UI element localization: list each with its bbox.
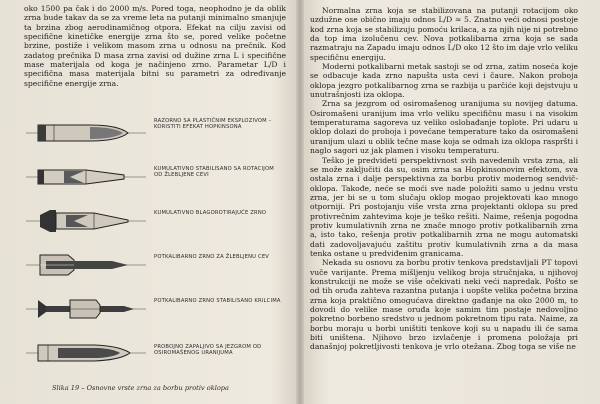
- heat-slow-label: KUMULATIVNO BLAGOROTIRAJUĆE ZRNO: [154, 210, 267, 216]
- apds-projectile-icon: [24, 248, 149, 282]
- figure-item-hesh: [24, 116, 292, 150]
- right-paragraph: Nekada su osnovu za borbu protiv tenkova predstavljali PT topovi vuče varijante. Prema mišljenju velikog broja stručnjaka, u njihovoj konstrukciji ne može se više očekivati neki veći napredak. Pošto se od tih oruđa zahteva razantna putanja i uopšte velika početna brzina zrna koja praktično omogućava direktno gađanje na oko 2000 m, to dovodi do velike mase oruđa koje samim tim postaje nedovoljno pokretno borbeno sredstvo u jednom pokretnom tipu rata. Naime, za borbu moraju u borbi uništiti tenkove koji su u napadu ili će sama biti uništena. Njihovo brzo izvlačenje i promena položaja pri današnjoj pokretljivosti tenkova je vrlo otežana. Zbog toga se više ne: [310, 258, 578, 352]
- du-projectile-icon: [24, 336, 149, 370]
- right-page: [304, 0, 600, 404]
- figure-item-apds: [24, 248, 292, 282]
- right-paragraph: Zrna sa jezgrom od osiromašenog uranijuma su novijeg datuma. Osiromašeni uranijum ima vrlo veliku specifičnu masu i na visokim temperaturama sagoreva uz veliko oslobađanje toplote. Pri udaru u oklop dolazi do proboja i povećane temperature tako da osiromašeni uranijum ulazi u oblik tečne mase koja se odmah iza oklopa raspršti i naglo sagori uz jak plamen i visoku temperaturu.: [310, 99, 578, 156]
- du-label: PROBOJNO ZAPALJIVO SA JEZGROM OD OSIROMAŠENOG URANIJUMA: [154, 344, 262, 357]
- figure-item-heat-slow: [24, 204, 292, 238]
- heat-spin-label: KUMULATIVNO STABILISANO SA ROTACIJOM OD ŽLEBLJENE CEVI: [154, 166, 274, 179]
- hesh-projectile-icon: [24, 116, 149, 150]
- right-paragraph: Teško je predvideti perspektivnost svih navedenih vrsta zrna, ali se može zaključiti da su, osim zrna sa Hopkinsonovim efektom, sva ostala zrna i dalje perspektivna za borbu protiv modernog sendvič-oklopa. Takođe, neće se moći sve nade položiti samo u jednu vrstu zrna, jer bi se u tom slučaju oklop mogao projektovati kao mnogo otporniji. Pri postojanju više vrsta zrna projektanti oklopa su pred protivrečnim zahtevima koje je teško rešiti. Naime, rešenja pogodna protiv kumulativnih zrna ne znače mnogo protiv potkalibarnih zrna a, isto tako, rešenja protiv potkalibarnih zrna ne mogu automatski dati zadovoljavajuću zaštitu protiv kumulativnih zrna a da masa tenka ostane u predviđenim granicama.: [310, 155, 578, 258]
- apds-label: POTKALIBARNO ZRNO ZA ŽLEBLJENU CEV: [154, 254, 270, 260]
- right-paragraph: Normalna zrna koja se stabilizovana na putanji rotacijom oko uzdužne ose obično imaju odnos L/D ≈ 5. Znatno veći odnosi postoje kod zrna koja se stabilizuju pomoću krilaca, a za njih nije ni potrebno da top ima izolučenu cev. Nova potkalibarna zrna koja se sada razmatraju na Zapadu imaju odnos L/D oko 12 što im daje vrlo veliku specifičnu energiju.: [310, 6, 578, 62]
- left-text-column: [24, 4, 286, 88]
- right-text-column: [310, 6, 578, 352]
- figure-item-du: [24, 336, 292, 370]
- heat-spin-projectile-icon: [24, 160, 149, 194]
- book-gutter: [296, 0, 304, 404]
- hesh-label: RAZORNO SA PLASTIČNIM EKSPLOZIVOM – KORISTITI EFEKAT HOPKINSONA: [154, 118, 272, 131]
- projectile-figure: [24, 108, 292, 383]
- left-paragraph: oko 1500 pa čak i do 2000 m/s. Pored toga, neophodno je da oblik zrna bude takav da se za vreme leta na putanji minimalno smanjuje ta brzina zbog aerodinamičnog otpora. Efekat na cilju zavisi od specifične kinetičke energije zrna što se, pored velike početne brzine, postiže i velikom masom zrna u odnosu na prečnik. Kod zadatog prečnika D masa zrna zavisi od dužine zrna L i specifične mase materijala od koga je načinjeno zrno. Parametar L/D i specifična masa materijala bitni su parametri za određivanje specifične energije zrna.: [24, 4, 286, 88]
- figure-caption: Slika 19 – Osnovne vrste zrna za borbu protiv oklopa: [52, 384, 229, 392]
- apfsds-label: POTKALIBARNO ZRNO STABILISANO KRILCIMA: [154, 298, 281, 304]
- heat-slow-projectile-icon: [24, 204, 149, 238]
- apfsds-projectile-icon: [24, 292, 149, 326]
- right-paragraph: Moderni potkalibarni metak sastoji se od zrna, zatim noseća koje se odbacuje kada zrno napušta usta cevi i čaure. Nakon proboja oklopa jezgro potkalibarnog zrna se razbija u parčiće koji dejstvuju u unutrašnjosti iza oklopa.: [310, 62, 578, 100]
- figure-item-apfsds: [24, 292, 292, 326]
- left-page: [0, 0, 296, 404]
- figure-item-heat-spin: [24, 160, 292, 194]
